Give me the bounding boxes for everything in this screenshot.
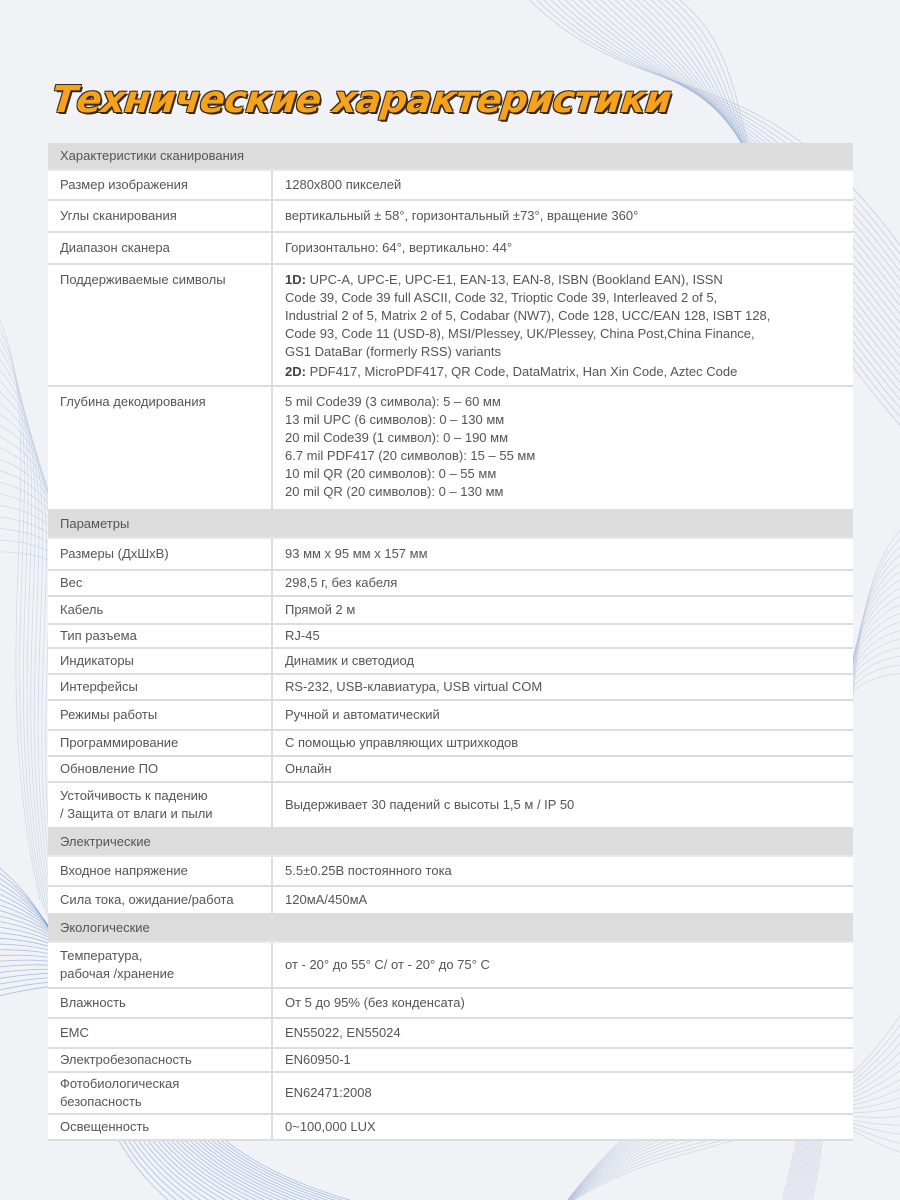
row-label: Размеры (ДхШхВ) (48, 538, 272, 570)
row-value: Ручной и автоматический (272, 700, 853, 730)
row-label: Глубина декодирования (48, 386, 272, 510)
row-value: От 5 до 95% (без конденсата) (272, 988, 853, 1018)
section-header-params: Параметры (48, 510, 853, 538)
spec-table (48, 143, 853, 1141)
row-value: С помощью управляющих штрихкодов (272, 730, 853, 756)
row-label: Индикаторы (48, 648, 272, 674)
symbols-1d-line: 1D: UPC-A, UPC-E, UPC-E1, EAN-13, EAN-8, ISBN (Bookland EAN), ISSN (285, 272, 723, 287)
row-label: EMC (48, 1018, 272, 1048)
row-value: 93 мм x 95 мм x 157 мм (272, 538, 853, 570)
section-header-ecological: Экологические (48, 914, 853, 942)
row-label: Поддерживаемые символы (48, 264, 272, 386)
row-value: EN62471:2008 (272, 1072, 853, 1114)
table-row (48, 886, 853, 914)
section-header-scan: Характеристики сканирования (48, 143, 853, 170)
table-row (48, 200, 853, 232)
table-row (48, 264, 853, 386)
row-label: Интерфейсы (48, 674, 272, 700)
row-label: Фотобиологическая безопасность (48, 1072, 272, 1114)
table-row (48, 648, 853, 674)
table-row (48, 674, 853, 700)
row-label: Освещенность (48, 1114, 272, 1140)
row-label: Диапазон сканера (48, 232, 272, 264)
row-label: Сила тока, ожидание/работа (48, 886, 272, 914)
row-label: Входное напряжение (48, 856, 272, 886)
row-value: RJ-45 (272, 624, 853, 648)
table-row (48, 730, 853, 756)
row-label: Электробезопасность (48, 1048, 272, 1072)
table-row (48, 1018, 853, 1048)
table-row (48, 988, 853, 1018)
symbols-2d-tag: 2D: (285, 364, 306, 379)
row-label: Тип разъема (48, 624, 272, 648)
table-row (48, 1072, 853, 1114)
row-value: 120мА/450мА (272, 886, 853, 914)
row-value: 0~100,000 LUX (272, 1114, 853, 1140)
row-value: от - 20° до 55° С/ от - 20° до 75° С (272, 942, 853, 988)
row-value: EN60950-1 (272, 1048, 853, 1072)
row-value: EN55022, EN55024 (272, 1018, 853, 1048)
table-row (48, 570, 853, 596)
row-value: Прямой 2 м (272, 596, 853, 624)
row-value: 1280x800 пикселей (272, 170, 853, 200)
row-label: Влажность (48, 988, 272, 1018)
symbols-2d-line: 2D: PDF417, MicroPDF417, QR Code, DataMatrix, Han Xin Code, Aztec Code (285, 364, 738, 379)
row-value: RS-232, USB-клавиатура, USB virtual COM (272, 674, 853, 700)
page-title: Технические характеристики (49, 78, 674, 121)
table-row (48, 856, 853, 886)
row-value: 1D: UPC-A, UPC-E, UPC-E1, EAN-13, EAN-8, ISBN (Bookland EAN), ISSN Code 39, Code 39 full ASCII, Code 32, Trioptic Code 39, Interleaved 2 of 5, Industrial 2 of 5, Matrix 2 of 5, Codabar (NW7), Code 128, UCC/EAN 128, ISBT 128, Code 93, Code 11 (USD-8), MSI/Plessey, UK/Plessey, China Post,China Finance, GS1 DataBar (formerly RSS) variants 2D: PDF417, MicroPDF417, QR Code, DataMatrix, Han Xin Code, Aztec Code (272, 264, 853, 386)
row-value: Динамик и светодиод (272, 648, 853, 674)
table-row (48, 538, 853, 570)
row-label: Обновление ПО (48, 756, 272, 782)
row-label: Программирование (48, 730, 272, 756)
table-row (48, 232, 853, 264)
table-row (48, 1114, 853, 1140)
row-value: Выдерживает 30 падений с высоты 1,5 м / IP 50 (272, 782, 853, 828)
symbols-1d-tag: 1D: (285, 272, 306, 287)
row-value: Горизонтально: 64°, вертикально: 44° (272, 232, 853, 264)
table-row (48, 1048, 853, 1072)
table-row (48, 624, 853, 648)
table-row (48, 756, 853, 782)
table-row (48, 596, 853, 624)
section-header-electrical: Электрические (48, 828, 853, 856)
row-label: Устойчивость к падению / Защита от влаги и пыли (48, 782, 272, 828)
row-label: Вес (48, 570, 272, 596)
table-row (48, 700, 853, 730)
table-row (48, 386, 853, 510)
table-row (48, 942, 853, 988)
row-value: 298,5 г, без кабеля (272, 570, 853, 596)
row-label: Режимы работы (48, 700, 272, 730)
row-value: Онлайн (272, 756, 853, 782)
row-value: вертикальный ± 58°, горизонтальный ±73°, вращение 360° (272, 200, 853, 232)
table-row (48, 170, 853, 200)
row-value: 5 mil Code39 (3 символа): 5 – 60 мм 13 mil UPC (6 символов): 0 – 130 мм 20 mil Code39 (1 символ): 0 – 190 мм 6.7 mil PDF417 (20 символов): 15 – 55 мм 10 mil QR (20 символов): 0 – 55 мм 20 mil QR (20 символов): 0 – 130 мм (272, 386, 853, 510)
row-label: Кабель (48, 596, 272, 624)
row-label: Углы сканирования (48, 200, 272, 232)
row-label: Размер изображения (48, 170, 272, 200)
table-row (48, 782, 853, 828)
row-value: 5.5±0.25В постоянного тока (272, 856, 853, 886)
row-label: Температура, рабочая /хранение (48, 942, 272, 988)
